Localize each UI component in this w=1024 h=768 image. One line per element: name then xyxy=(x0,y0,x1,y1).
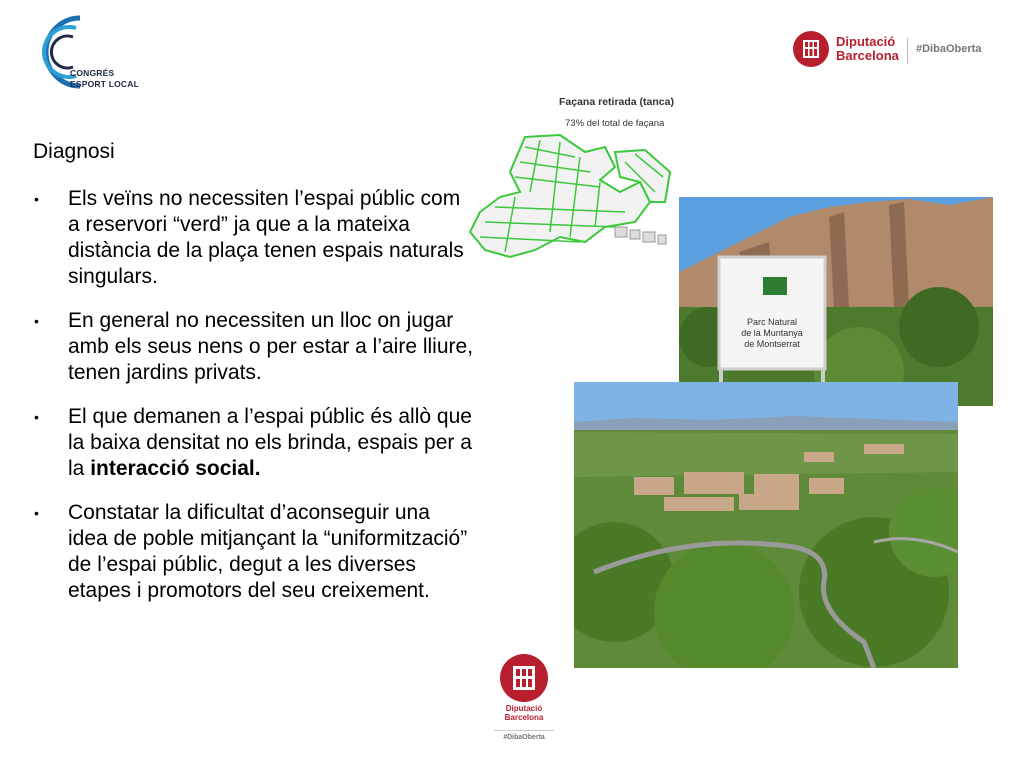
bullet-list xyxy=(34,186,474,622)
diputacio-barcelona-logo-small xyxy=(494,652,554,744)
montserrat-photo-graphic xyxy=(679,197,993,406)
diputacio-name-line1: Diputació xyxy=(836,34,896,49)
bullet-dot-icon: • xyxy=(34,191,39,207)
sign-line3: de Montserrat xyxy=(744,339,800,349)
bullet-text: En general no necessiten un lloc on jugar amb els seus nens o per estar a l’aire lliure, tenen jardins privats. xyxy=(68,309,474,384)
bullet-text: Constatar la dificultat d’aconseguir una idea de poble mitjançant la “uniformització” de l’espai públic, degut a les diverses etapes i promotors del seu creixement. xyxy=(68,501,468,602)
hashtag-label: #DibaOberta xyxy=(916,43,982,55)
bullet-text: Els veïns no necessiten l’espai públic com a reservori “verd” ja que a la mateixa distància de la plaça tenen espais naturals singulars. xyxy=(68,187,464,288)
plot-map-graphic xyxy=(465,132,680,262)
bullet-dot-icon: • xyxy=(34,313,39,329)
section-heading: Diagnosi xyxy=(33,140,115,163)
montserrat-sign-photo xyxy=(679,197,993,406)
bullet-item xyxy=(34,500,474,604)
hashtag-small-label: #DibaOberta xyxy=(494,730,554,741)
bullet-text: El que demanen a l’espai públic és allò que la baixa densitat no els brinda, espais per a la xyxy=(68,405,472,480)
sign-line2: de la Muntanya xyxy=(741,328,803,338)
diputacio-name-small xyxy=(494,704,554,722)
bullet-item xyxy=(34,186,474,290)
diputacio-name xyxy=(836,35,899,63)
congres-logo-line2: ESPORT LOCAL xyxy=(70,79,139,89)
valley-photo-graphic xyxy=(574,382,958,668)
bullet-item xyxy=(34,308,474,386)
congres-esport-local-logo xyxy=(18,12,158,92)
diputacio-barcelona-logo xyxy=(792,30,1002,70)
diputacio-small-line2: Barcelona xyxy=(504,713,544,722)
bullet-dot-icon: • xyxy=(34,505,39,521)
map-title: Façana retirada (tanca) xyxy=(559,96,674,108)
logo-separator xyxy=(907,38,908,64)
bullet-dot-icon: • xyxy=(34,409,39,425)
diputacio-emblem-small-icon xyxy=(494,652,554,704)
diputacio-small-line1: Diputació xyxy=(505,704,543,713)
diputacio-name-line2: Barcelona xyxy=(836,48,899,63)
sign-line1: Parc Natural xyxy=(746,317,798,327)
facade-map xyxy=(465,92,680,262)
map-subtitle: 73% del total de façana xyxy=(565,118,665,129)
bullet-item xyxy=(34,404,474,482)
valley-village-photo xyxy=(574,382,958,668)
bullet-text-bold: interacció social. xyxy=(90,457,261,480)
congres-logo-line1: CONGRÉS xyxy=(70,68,115,78)
diputacio-emblem-icon xyxy=(792,30,830,68)
